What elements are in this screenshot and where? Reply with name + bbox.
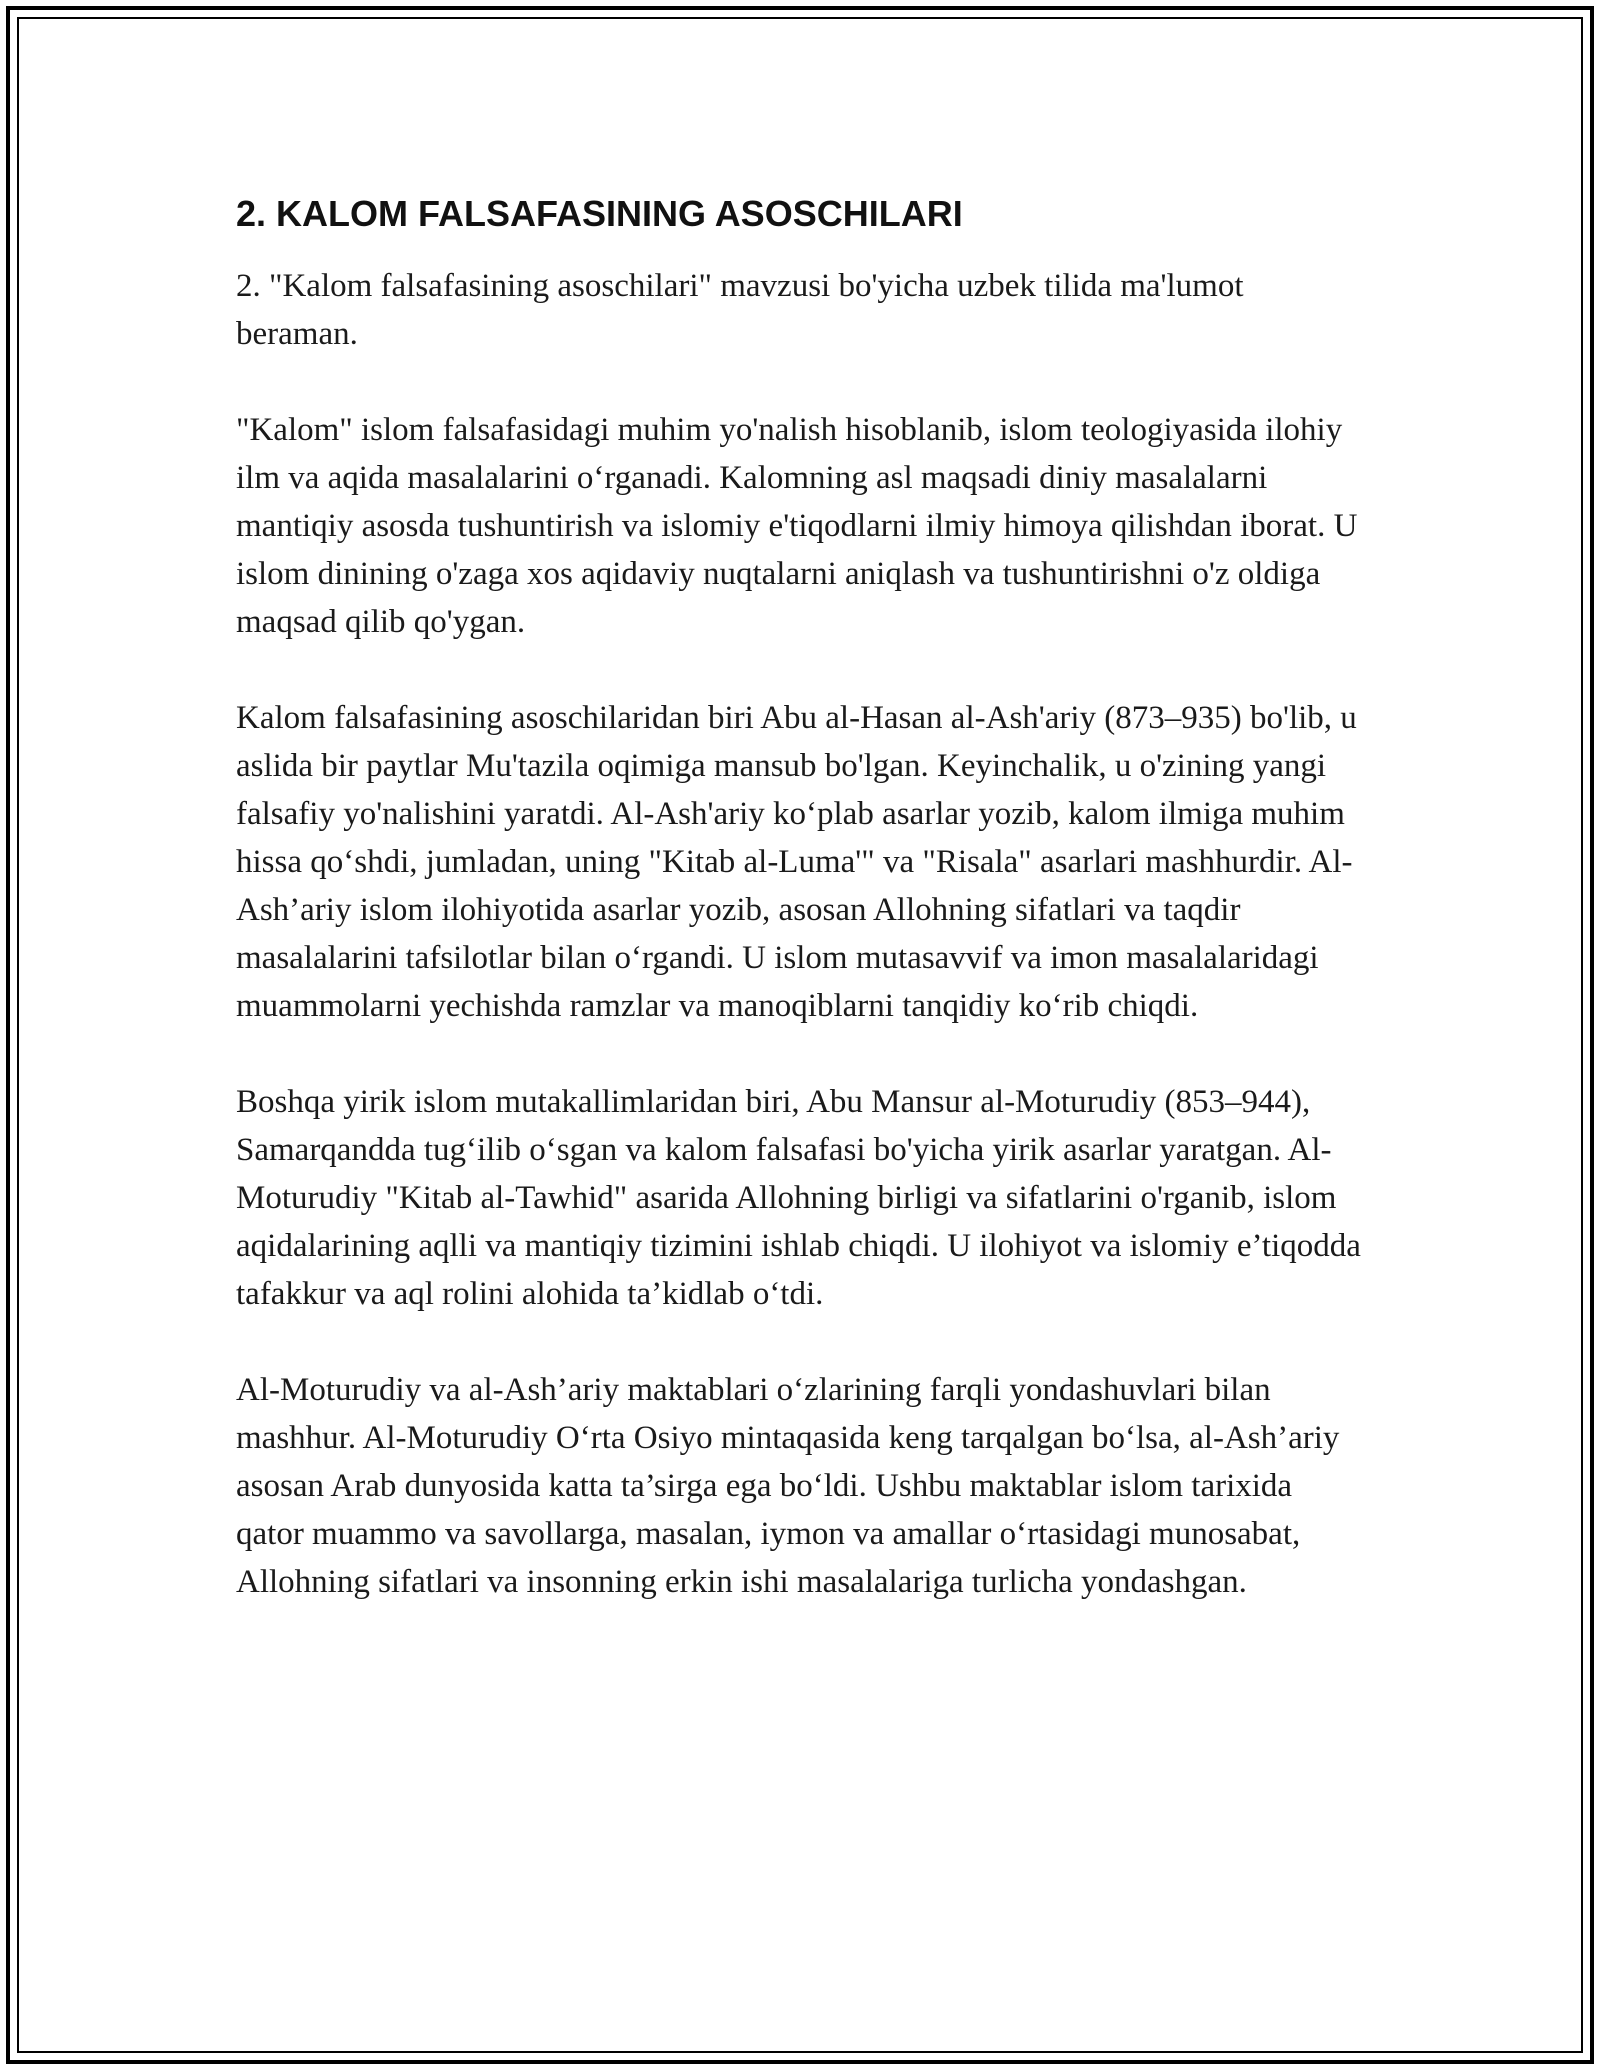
paragraph-kalom-definition: "Kalom" islom falsafasidagi muhim yo'nalish hisoblanib, islom teologiyasida ilohiy ilm va aqida masalalarini o‘rganadi. Kalomning asl maqsadi diniy masalalarni mantiqiy asosda tushuntirish va islomiy e'tiqodlarni ilmiy himoya qilishdan iborat. U islom dinining o'zaga xos aqidaviy nuqtalarni aniqlash va tushuntirishni o'z oldiga maqsad qilib qo'ygan. xyxy=(236,412,1358,640)
paragraph-schools-comparison: Al-Moturudiy va al-Ash’ariy maktablari o‘zlarining farqli yondashuvlari bilan mashhur. Al-Moturudiy O‘rta Osiyo mintaqasida keng tarqalgan bo‘lsa, al-Ash’ariy asosan Arab dunyosida katta ta’sirga ega bo‘ldi. Ushbu maktablar islom tarixida qator muammo va savollarga, masalan, iymon va amallar o‘rtasidagi munosabat, Allohning sifatlari va insonning erkin ishi masalalariga turlicha yondashgan. xyxy=(236,1372,1340,1600)
paragraph-moturudiy: Boshqa yirik islom mutakallimlaridan biri, Abu Mansur al-Moturudiy (853–944), Samarqandda tug‘ilib o‘sgan va kalom falsafasi bo'yicha yirik asarlar yaratgan. Al-Moturudiy "Kitab al-Tawhid" asarida Allohning birligi va sifatlarini o'rganib, islom aqidalarining aqlli va mantiqiy tizimini ishlab chiqdi. U ilohiyot va islomiy e’tiqodda tafakkur va aql rolini alohida ta’kidlab o‘tdi. xyxy=(236,1084,1361,1312)
document-body xyxy=(236,186,1366,1654)
paragraph-intro: 2. "Kalom falsafasining asoschilari" mavzusi bo'yicha uzbek tilida ma'lumot beraman. xyxy=(236,268,1244,352)
paragraph-ashariy: Kalom falsafasining asoschilaridan biri Abu al-Hasan al-Ash'ariy (873–935) bo'lib, u aslida bir paytlar Mu'tazila oqimiga mansub bo'lgan. Keyinchalik, u o'zining yangi falsafiy yo'nalishini yaratdi. Al-Ash'ariy ko‘plab asarlar yozib, kalom ilmiga muhim hissa qo‘shdi, jumladan, uning "Kitab al-Luma'" va "Risala" asarlari mashhurdir. Al-Ash’ariy islom ilohiyotida asarlar yozib, asosan Allohning sifatlari va taqdir masalalarini tafsilotlar bilan o‘rgandi. U islom mutasavvif va imon masalalaridagi muammolarni yechishda ramzlar va manoqiblarni tanqidiy ko‘rib chiqdi. xyxy=(236,700,1357,1024)
document-title: 2. KALOM FALSAFASINING ASOSCHILARI xyxy=(236,193,963,234)
